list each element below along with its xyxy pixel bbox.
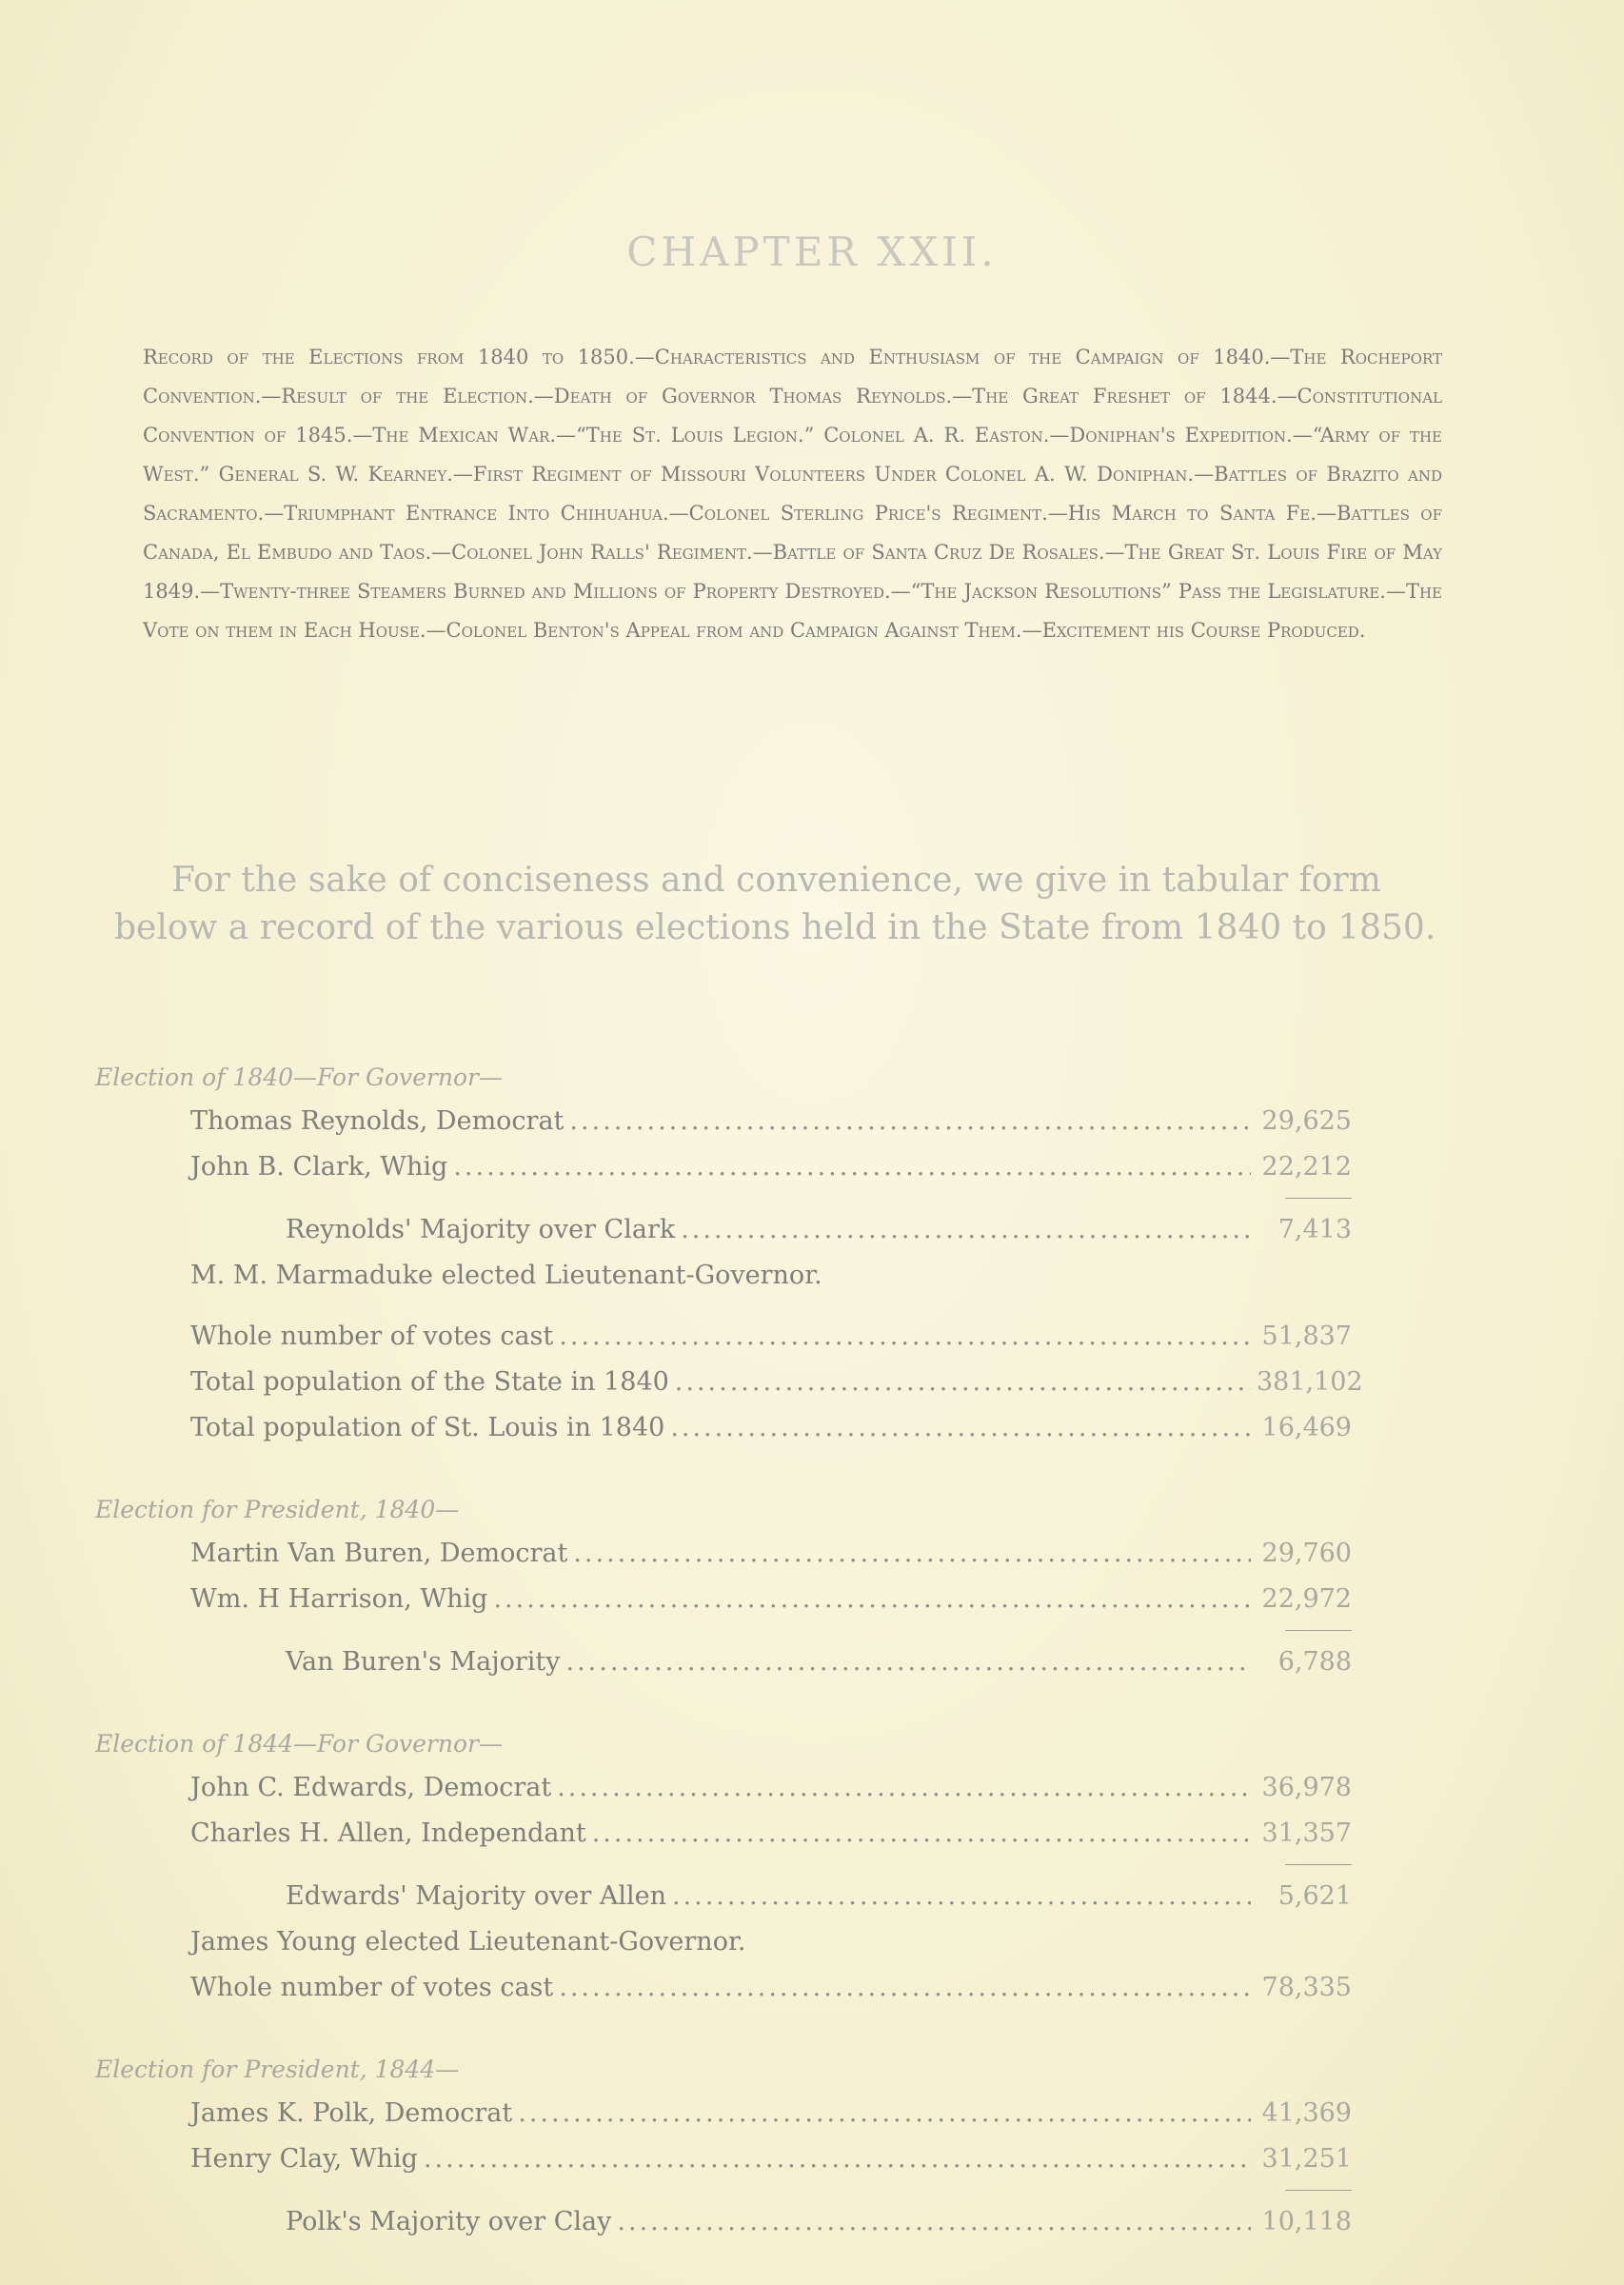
majority-value: 7,413 <box>1277 1215 1352 1244</box>
sum-rule <box>95 1190 1352 1207</box>
majority-value: 10,118 <box>1261 2207 1352 2236</box>
candidate-name: Wm. H Harrison, Whig <box>190 1584 488 1614</box>
vote-count: 31,251 <box>1261 2144 1352 2174</box>
leader-dots <box>592 1811 1251 1857</box>
intro-paragraph: For the sake of conciseness and convenience, we give in tabular form below a record of the various elections held in the State from 1840 to 1850. <box>114 861 1436 947</box>
vote-count: 22,212 <box>1261 1152 1352 1182</box>
section-president-1844 <box>95 2049 1352 2245</box>
candidate-name: Thomas Reynolds, Democrat <box>190 1106 564 1136</box>
leader-dots <box>493 1577 1251 1622</box>
result-row <box>95 1577 1352 1622</box>
result-row <box>95 1811 1352 1857</box>
leader-dots <box>672 1874 1251 1919</box>
candidate-name: James K. Polk, Democrat <box>190 2098 513 2128</box>
majority-label: Van Buren's Majority <box>286 1647 561 1677</box>
result-row <box>95 1531 1352 1577</box>
candidate-name: John B. Clark, Whig <box>190 1152 448 1182</box>
majority-value: 6,788 <box>1277 1647 1352 1677</box>
leader-dots <box>670 1405 1251 1451</box>
vote-count: 29,760 <box>1261 1539 1352 1568</box>
result-row <box>95 2091 1352 2136</box>
total-label: Total population of St. Louis in 1840 <box>190 1413 665 1442</box>
candidate-name: John C. Edwards, Democrat <box>190 1773 552 1802</box>
leader-dots <box>617 2199 1251 2245</box>
note-line: James Young elected Lieutenant-Governor. <box>190 1927 746 1957</box>
candidate-name: Martin Van Buren, Democrat <box>190 1539 568 1568</box>
total-row <box>95 1360 1363 1405</box>
leader-dots <box>559 1965 1251 2011</box>
majority-label: Polk's Majority over Clay <box>286 2207 612 2236</box>
majority-row <box>95 1207 1352 1253</box>
total-label: Total population of the State in 1840 <box>190 1367 669 1397</box>
majority-row <box>95 1874 1352 1919</box>
total-row <box>95 1405 1352 1451</box>
vote-count: 36,978 <box>1261 1773 1352 1802</box>
section-heading: Election of 1844—For Governor— <box>95 1730 503 1758</box>
majority-row <box>95 2199 1352 2245</box>
total-row <box>95 1965 1352 2011</box>
majority-value: 5,621 <box>1277 1881 1352 1911</box>
vote-count: 22,972 <box>1261 1584 1352 1614</box>
leader-dots <box>557 1765 1251 1811</box>
section-governor-1844 <box>95 1723 1352 2011</box>
sum-rule <box>95 2182 1352 2199</box>
section-heading: Election for President, 1840— <box>95 1496 460 1523</box>
leader-dots <box>675 1360 1251 1405</box>
vote-count: 29,625 <box>1261 1106 1352 1136</box>
candidate-name: Charles H. Allen, Independant <box>190 1818 586 1848</box>
total-value: 381,102 <box>1257 1367 1363 1397</box>
result-row <box>95 1765 1352 1811</box>
note-line: M. M. Marmaduke elected Lieutenant-Governor. <box>190 1261 822 1290</box>
result-row <box>95 2136 1352 2182</box>
majority-label: Reynolds' Majority over Clark <box>286 1215 676 1244</box>
majority-row <box>95 1639 1352 1685</box>
leader-dots <box>559 1314 1251 1360</box>
election-records <box>95 1057 1363 2283</box>
sum-rule <box>95 1857 1352 1874</box>
section-president-1840 <box>95 1489 1352 1685</box>
chapter-synopsis: Record of the Elections from 1840 to 1850.—Characteristics and Enthusiasm of the Campaign of 1840.—The Rocheport Convention.—Result of the Election.—Death of Governor Thomas Reynolds.—The Great Freshet of 1844.—Constitutional Convention of 1845.—The Mexican War.—“The St. Louis Legion.” Colonel A. R. Easton.—Doniphan's Expedition.—“Army of the West.” General S. W. Kearney.—First Regiment of Missouri Volunteers Under Colonel A. W. Doniphan.—Battles of Brazito and Sacramento.—Triumphant Entrance Into Chihuahua.—Colonel Sterling Price's Regiment.—His March to Santa Fe.—Battles of Canada, El Embudo and Taos.—Colonel John Ralls' Regiment.—Battle of Santa Cruz De Rosales.—The Great St. Louis Fire of May 1849.—Twenty-three Steamers Burned and Millions of Property Destroyed.—“The Jackson Resolutions” Pass the Legislature.—The Vote on them in Each House.—Colonel Benton's Appeal from and Campaign Against Them.—Excitement his Course Produced. <box>143 346 1442 642</box>
sum-rule <box>95 1622 1352 1639</box>
total-value: 16,469 <box>1261 1413 1352 1442</box>
section-governor-1840 <box>95 1057 1363 1451</box>
leader-dots <box>681 1207 1251 1253</box>
candidate-name: Henry Clay, Whig <box>190 2144 418 2174</box>
vote-count: 41,369 <box>1261 2098 1352 2128</box>
total-row <box>95 1314 1352 1360</box>
leader-dots <box>424 2136 1251 2182</box>
total-value: 51,837 <box>1261 1321 1352 1351</box>
chapter-title: CHAPTER XXII. <box>626 228 998 275</box>
leader-dots <box>569 1099 1251 1144</box>
leader-dots <box>453 1144 1251 1190</box>
section-heading: Election of 1840—For Governor— <box>95 1063 503 1091</box>
result-row <box>95 1099 1352 1144</box>
vote-count: 31,357 <box>1261 1818 1352 1848</box>
section-heading: Election for President, 1844— <box>95 2056 460 2083</box>
total-label: Whole number of votes cast <box>190 1973 554 2002</box>
total-value: 78,335 <box>1261 1973 1352 2002</box>
leader-dots <box>518 2091 1251 2136</box>
result-row <box>95 1144 1352 1190</box>
total-label: Whole number of votes cast <box>190 1321 554 1351</box>
leader-dots <box>573 1531 1251 1577</box>
leader-dots <box>565 1639 1251 1685</box>
majority-label: Edwards' Majority over Allen <box>286 1881 666 1911</box>
